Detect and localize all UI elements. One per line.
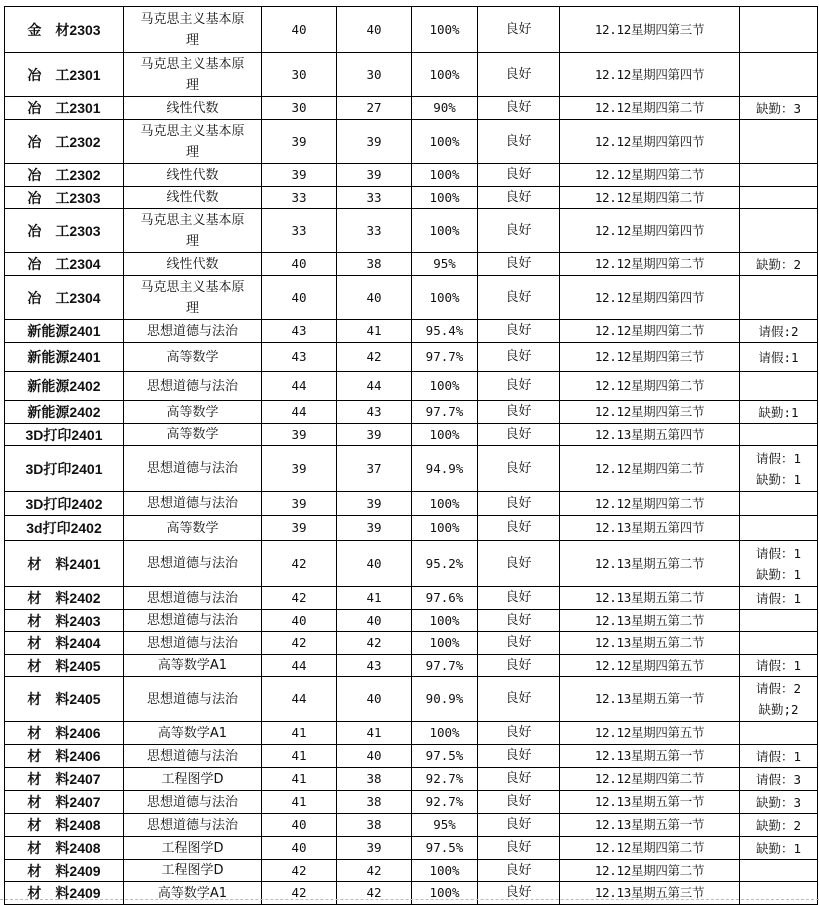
- note-cell: [740, 276, 818, 320]
- present-count-cell: 39: [337, 492, 412, 516]
- enrolled-count-cell: 40: [262, 253, 337, 276]
- evaluation-cell: 良好: [478, 587, 560, 610]
- table-row: [5, 516, 818, 541]
- note-cell: [740, 722, 818, 745]
- present-count-cell: 42: [337, 632, 412, 655]
- table-row: [5, 7, 818, 53]
- evaluation-cell: 良好: [478, 814, 560, 837]
- class-cell: 材 料2404: [5, 632, 124, 655]
- course-cell: 思想道德与法治: [124, 791, 262, 814]
- class-time-cell: 12.12星期四第二节: [560, 164, 740, 187]
- enrolled-count-cell: 40: [262, 837, 337, 860]
- course-cell: 高等数学A1: [124, 722, 262, 745]
- table-row: [5, 164, 818, 187]
- class-cell: 新能源2401: [5, 343, 124, 372]
- class-time-cell: 12.12星期四第四节: [560, 53, 740, 97]
- enrolled-count-cell: 33: [262, 187, 337, 209]
- table-row: [5, 446, 818, 492]
- table-row: [5, 541, 818, 587]
- table-row: [5, 632, 818, 655]
- evaluation-cell: 良好: [478, 655, 560, 677]
- attendance-rate-cell: 97.6%: [412, 587, 478, 610]
- enrolled-count-cell: 33: [262, 209, 337, 253]
- course-cell: 马克思主义基本原 理: [124, 276, 262, 320]
- enrolled-count-cell: 40: [262, 814, 337, 837]
- class-time-cell: 12.13星期五第一节: [560, 814, 740, 837]
- attendance-rate-cell: 100%: [412, 882, 478, 905]
- attendance-rate-cell: 100%: [412, 632, 478, 655]
- enrolled-count-cell: 44: [262, 677, 337, 722]
- table-row: [5, 610, 818, 632]
- class-cell: 3d打印2402: [5, 516, 124, 541]
- course-cell: 工程图学D: [124, 860, 262, 882]
- evaluation-cell: 良好: [478, 343, 560, 372]
- evaluation-cell: 良好: [478, 722, 560, 745]
- evaluation-cell: 良好: [478, 209, 560, 253]
- class-time-cell: 12.12星期四第四节: [560, 209, 740, 253]
- present-count-cell: 40: [337, 745, 412, 768]
- note-cell: 请假:1: [740, 343, 818, 372]
- evaluation-cell: 良好: [478, 860, 560, 882]
- class-time-cell: 12.13星期五第二节: [560, 632, 740, 655]
- class-cell: 金 材2303: [5, 7, 124, 53]
- enrolled-count-cell: 39: [262, 164, 337, 187]
- course-cell: 思想道德与法治: [124, 492, 262, 516]
- table-row: [5, 791, 818, 814]
- attendance-rate-cell: 100%: [412, 516, 478, 541]
- attendance-rate-cell: 92.7%: [412, 768, 478, 791]
- present-count-cell: 40: [337, 677, 412, 722]
- course-cell: 线性代数: [124, 97, 262, 120]
- course-cell: 思想道德与法治: [124, 446, 262, 492]
- class-time-cell: 12.12星期四第二节: [560, 253, 740, 276]
- evaluation-cell: 良好: [478, 745, 560, 768]
- class-time-cell: 12.12星期四第二节: [560, 372, 740, 401]
- present-count-cell: 43: [337, 655, 412, 677]
- evaluation-cell: 良好: [478, 882, 560, 905]
- class-time-cell: 12.13星期五第四节: [560, 424, 740, 446]
- class-time-cell: 12.12星期四第三节: [560, 343, 740, 372]
- note-cell: 缺勤：3: [740, 791, 818, 814]
- enrolled-count-cell: 43: [262, 320, 337, 343]
- note-cell: [740, 424, 818, 446]
- class-time-cell: 12.12星期四第二节: [560, 860, 740, 882]
- present-count-cell: 43: [337, 401, 412, 424]
- course-cell: 思想道德与法治: [124, 320, 262, 343]
- attendance-rate-cell: 97.7%: [412, 655, 478, 677]
- note-cell: [740, 209, 818, 253]
- course-cell: 思想道德与法治: [124, 745, 262, 768]
- present-count-cell: 38: [337, 791, 412, 814]
- class-cell: 材 料2408: [5, 814, 124, 837]
- course-cell: 高等数学A1: [124, 655, 262, 677]
- evaluation-cell: 良好: [478, 276, 560, 320]
- class-cell: 新能源2402: [5, 372, 124, 401]
- course-cell: 高等数学: [124, 516, 262, 541]
- table-row: [5, 276, 818, 320]
- class-time-cell: 12.12星期四第二节: [560, 768, 740, 791]
- class-cell: 3D打印2401: [5, 446, 124, 492]
- table-row: [5, 401, 818, 424]
- enrolled-count-cell: 40: [262, 276, 337, 320]
- note-cell: 请假：3: [740, 768, 818, 791]
- course-cell: 高等数学: [124, 401, 262, 424]
- table-row: [5, 320, 818, 343]
- evaluation-cell: 良好: [478, 187, 560, 209]
- table-row: [5, 120, 818, 164]
- class-time-cell: 12.13星期五第一节: [560, 791, 740, 814]
- class-time-cell: 12.13星期五第二节: [560, 587, 740, 610]
- enrolled-count-cell: 44: [262, 401, 337, 424]
- attendance-rate-cell: 90.9%: [412, 677, 478, 722]
- course-cell: 马克思主义基本原 理: [124, 53, 262, 97]
- present-count-cell: 33: [337, 187, 412, 209]
- attendance-rate-cell: 100%: [412, 722, 478, 745]
- note-cell: [740, 187, 818, 209]
- note-cell: 请假:2: [740, 320, 818, 343]
- enrolled-count-cell: 39: [262, 492, 337, 516]
- class-time-cell: 12.12星期四第三节: [560, 7, 740, 53]
- class-time-cell: 12.12星期四第二节: [560, 97, 740, 120]
- course-cell: 思想道德与法治: [124, 632, 262, 655]
- present-count-cell: 41: [337, 587, 412, 610]
- table-row: [5, 492, 818, 516]
- note-cell: 请假：1: [740, 745, 818, 768]
- present-count-cell: 39: [337, 837, 412, 860]
- course-cell: 线性代数: [124, 253, 262, 276]
- table-row: [5, 209, 818, 253]
- evaluation-cell: 良好: [478, 401, 560, 424]
- enrolled-count-cell: 40: [262, 610, 337, 632]
- note-cell: [740, 7, 818, 53]
- note-cell: [740, 120, 818, 164]
- class-time-cell: 12.13星期五第二节: [560, 610, 740, 632]
- enrolled-count-cell: 42: [262, 860, 337, 882]
- present-count-cell: 27: [337, 97, 412, 120]
- course-cell: 马克思主义基本原 理: [124, 7, 262, 53]
- attendance-rate-cell: 95.4%: [412, 320, 478, 343]
- enrolled-count-cell: 42: [262, 587, 337, 610]
- class-cell: 冶 工2303: [5, 187, 124, 209]
- note-cell: [740, 632, 818, 655]
- note-cell: 请假：1: [740, 655, 818, 677]
- enrolled-count-cell: 30: [262, 53, 337, 97]
- table-row: [5, 253, 818, 276]
- attendance-rate-cell: 100%: [412, 53, 478, 97]
- attendance-rate-cell: 92.7%: [412, 791, 478, 814]
- enrolled-count-cell: 39: [262, 424, 337, 446]
- table-row: [5, 587, 818, 610]
- course-cell: 思想道德与法治: [124, 814, 262, 837]
- attendance-rate-cell: 97.7%: [412, 401, 478, 424]
- evaluation-cell: 良好: [478, 837, 560, 860]
- evaluation-cell: 良好: [478, 424, 560, 446]
- class-time-cell: 12.12星期四第三节: [560, 401, 740, 424]
- class-cell: 材 料2405: [5, 677, 124, 722]
- note-cell: 缺勤：2: [740, 814, 818, 837]
- enrolled-count-cell: 41: [262, 791, 337, 814]
- note-cell: 请假：1 缺勤：1: [740, 541, 818, 587]
- attendance-rate-cell: 100%: [412, 187, 478, 209]
- class-cell: 冶 工2302: [5, 164, 124, 187]
- course-cell: 线性代数: [124, 187, 262, 209]
- class-cell: 材 料2407: [5, 768, 124, 791]
- note-cell: 缺勤：2: [740, 253, 818, 276]
- table-row: [5, 677, 818, 722]
- table-row: [5, 187, 818, 209]
- evaluation-cell: 良好: [478, 53, 560, 97]
- attendance-rate-cell: 100%: [412, 492, 478, 516]
- present-count-cell: 41: [337, 722, 412, 745]
- class-cell: 冶 工2303: [5, 209, 124, 253]
- class-time-cell: 12.12星期四第四节: [560, 120, 740, 164]
- note-cell: 请假：2 缺勤;2: [740, 677, 818, 722]
- present-count-cell: 44: [337, 372, 412, 401]
- enrolled-count-cell: 39: [262, 516, 337, 541]
- class-time-cell: 12.12星期四第五节: [560, 722, 740, 745]
- table-row: [5, 814, 818, 837]
- class-time-cell: 12.13星期五第一节: [560, 745, 740, 768]
- class-cell: 材 料2402: [5, 587, 124, 610]
- class-time-cell: 12.12星期四第二节: [560, 837, 740, 860]
- class-time-cell: 12.12星期四第二节: [560, 320, 740, 343]
- evaluation-cell: 良好: [478, 7, 560, 53]
- attendance-rate-cell: 100%: [412, 120, 478, 164]
- table-row: [5, 837, 818, 860]
- present-count-cell: 33: [337, 209, 412, 253]
- course-cell: 马克思主义基本原 理: [124, 120, 262, 164]
- table-row: [5, 860, 818, 882]
- class-cell: 材 料2406: [5, 722, 124, 745]
- attendance-table-body: [5, 7, 818, 905]
- class-cell: 材 料2405: [5, 655, 124, 677]
- attendance-rate-cell: 100%: [412, 164, 478, 187]
- present-count-cell: 40: [337, 541, 412, 587]
- class-time-cell: 12.12星期四第五节: [560, 655, 740, 677]
- table-row: [5, 372, 818, 401]
- enrolled-count-cell: 42: [262, 632, 337, 655]
- course-cell: 思想道德与法治: [124, 541, 262, 587]
- evaluation-cell: 良好: [478, 791, 560, 814]
- table-row: [5, 53, 818, 97]
- evaluation-cell: 良好: [478, 372, 560, 401]
- present-count-cell: 38: [337, 768, 412, 791]
- note-cell: 缺勤：1: [740, 837, 818, 860]
- course-cell: 思想道德与法治: [124, 372, 262, 401]
- table-row: [5, 722, 818, 745]
- table-row: [5, 655, 818, 677]
- class-cell: 冶 工2301: [5, 53, 124, 97]
- attendance-rate-cell: 95%: [412, 253, 478, 276]
- enrolled-count-cell: 43: [262, 343, 337, 372]
- class-cell: 材 料2409: [5, 882, 124, 905]
- course-cell: 思想道德与法治: [124, 677, 262, 722]
- enrolled-count-cell: 44: [262, 655, 337, 677]
- present-count-cell: 42: [337, 882, 412, 905]
- note-cell: [740, 492, 818, 516]
- attendance-rate-cell: 90%: [412, 97, 478, 120]
- class-time-cell: 12.12星期四第二节: [560, 492, 740, 516]
- present-count-cell: 37: [337, 446, 412, 492]
- note-cell: [740, 860, 818, 882]
- attendance-rate-cell: 100%: [412, 610, 478, 632]
- page-bottom-divider: [0, 899, 819, 902]
- attendance-rate-cell: 97.5%: [412, 837, 478, 860]
- enrolled-count-cell: 42: [262, 541, 337, 587]
- attendance-rate-cell: 100%: [412, 424, 478, 446]
- class-cell: 新能源2402: [5, 401, 124, 424]
- note-cell: 缺勤:1: [740, 401, 818, 424]
- attendance-rate-cell: 100%: [412, 276, 478, 320]
- class-cell: 材 料2401: [5, 541, 124, 587]
- enrolled-count-cell: 41: [262, 768, 337, 791]
- evaluation-cell: 良好: [478, 97, 560, 120]
- class-cell: 冶 工2302: [5, 120, 124, 164]
- class-cell: 冶 工2304: [5, 276, 124, 320]
- evaluation-cell: 良好: [478, 632, 560, 655]
- attendance-rate-cell: 100%: [412, 372, 478, 401]
- present-count-cell: 38: [337, 253, 412, 276]
- evaluation-cell: 良好: [478, 446, 560, 492]
- table-row: [5, 97, 818, 120]
- present-count-cell: 39: [337, 516, 412, 541]
- class-cell: 冶 工2304: [5, 253, 124, 276]
- present-count-cell: 40: [337, 7, 412, 53]
- evaluation-cell: 良好: [478, 610, 560, 632]
- enrolled-count-cell: 41: [262, 745, 337, 768]
- note-cell: [740, 164, 818, 187]
- present-count-cell: 39: [337, 424, 412, 446]
- note-cell: 请假：1 缺勤：1: [740, 446, 818, 492]
- evaluation-cell: 良好: [478, 516, 560, 541]
- class-time-cell: 12.12星期四第二节: [560, 446, 740, 492]
- course-cell: 工程图学D: [124, 768, 262, 791]
- class-time-cell: 12.13星期五第二节: [560, 541, 740, 587]
- enrolled-count-cell: 42: [262, 882, 337, 905]
- course-cell: 工程图学D: [124, 837, 262, 860]
- note-cell: [740, 516, 818, 541]
- attendance-rate-cell: 97.7%: [412, 343, 478, 372]
- class-cell: 材 料2408: [5, 837, 124, 860]
- present-count-cell: 39: [337, 120, 412, 164]
- evaluation-cell: 良好: [478, 768, 560, 791]
- evaluation-cell: 良好: [478, 320, 560, 343]
- enrolled-count-cell: 44: [262, 372, 337, 401]
- table-row: [5, 343, 818, 372]
- note-cell: [740, 372, 818, 401]
- course-cell: 高等数学: [124, 424, 262, 446]
- attendance-rate-cell: 95.2%: [412, 541, 478, 587]
- present-count-cell: 38: [337, 814, 412, 837]
- course-cell: 线性代数: [124, 164, 262, 187]
- evaluation-cell: 良好: [478, 677, 560, 722]
- evaluation-cell: 良好: [478, 164, 560, 187]
- enrolled-count-cell: 40: [262, 7, 337, 53]
- attendance-rate-cell: 100%: [412, 7, 478, 53]
- course-cell: 高等数学: [124, 343, 262, 372]
- table-row: [5, 424, 818, 446]
- class-time-cell: 12.12星期四第四节: [560, 276, 740, 320]
- class-cell: 冶 工2301: [5, 97, 124, 120]
- class-cell: 3D打印2401: [5, 424, 124, 446]
- note-cell: [740, 53, 818, 97]
- present-count-cell: 30: [337, 53, 412, 97]
- evaluation-cell: 良好: [478, 541, 560, 587]
- evaluation-cell: 良好: [478, 120, 560, 164]
- enrolled-count-cell: 39: [262, 446, 337, 492]
- table-row: [5, 745, 818, 768]
- course-cell: 思想道德与法治: [124, 587, 262, 610]
- attendance-rate-cell: 95%: [412, 814, 478, 837]
- class-cell: 新能源2401: [5, 320, 124, 343]
- class-cell: 材 料2407: [5, 791, 124, 814]
- present-count-cell: 40: [337, 276, 412, 320]
- table-row: [5, 768, 818, 791]
- enrolled-count-cell: 39: [262, 120, 337, 164]
- class-time-cell: 12.12星期四第二节: [560, 187, 740, 209]
- class-time-cell: 12.13星期五第一节: [560, 677, 740, 722]
- attendance-table: [4, 6, 818, 905]
- present-count-cell: 41: [337, 320, 412, 343]
- note-cell: [740, 610, 818, 632]
- class-cell: 3D打印2402: [5, 492, 124, 516]
- class-cell: 材 料2403: [5, 610, 124, 632]
- enrolled-count-cell: 30: [262, 97, 337, 120]
- class-cell: 材 料2406: [5, 745, 124, 768]
- present-count-cell: 42: [337, 860, 412, 882]
- present-count-cell: 42: [337, 343, 412, 372]
- class-time-cell: 12.13星期五第三节: [560, 882, 740, 905]
- attendance-rate-cell: 97.5%: [412, 745, 478, 768]
- evaluation-cell: 良好: [478, 253, 560, 276]
- enrolled-count-cell: 41: [262, 722, 337, 745]
- evaluation-cell: 良好: [478, 492, 560, 516]
- note-cell: 缺勤：3: [740, 97, 818, 120]
- course-cell: 高等数学A1: [124, 882, 262, 905]
- attendance-rate-cell: 100%: [412, 860, 478, 882]
- attendance-rate-cell: 94.9%: [412, 446, 478, 492]
- note-cell: 请假：1: [740, 587, 818, 610]
- course-cell: 马克思主义基本原 理: [124, 209, 262, 253]
- attendance-rate-cell: 100%: [412, 209, 478, 253]
- class-time-cell: 12.13星期五第四节: [560, 516, 740, 541]
- course-cell: 思想道德与法治: [124, 610, 262, 632]
- present-count-cell: 39: [337, 164, 412, 187]
- class-cell: 材 料2409: [5, 860, 124, 882]
- present-count-cell: 40: [337, 610, 412, 632]
